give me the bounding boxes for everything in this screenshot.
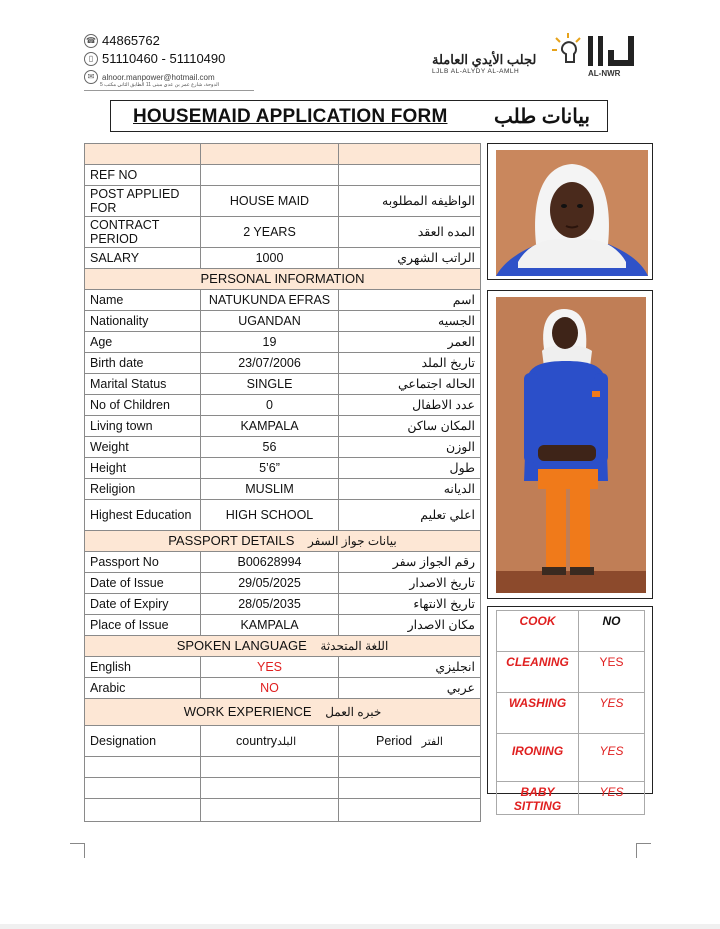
skill-value: YES xyxy=(579,652,645,693)
field-label-arabic: المده العقد xyxy=(339,217,481,248)
field-label: Marital Status xyxy=(85,374,201,395)
field-label-arabic: رقم الجواز سفر xyxy=(339,552,481,573)
field-label: Arabic xyxy=(85,678,201,699)
field-label: Name xyxy=(85,290,201,311)
table-row xyxy=(85,657,481,678)
table-header-row xyxy=(85,144,481,165)
section-heading-arabic: بيانات جواز السفر xyxy=(308,534,397,548)
field-value: 23/07/2006 xyxy=(201,353,339,374)
section-heading: SPOKEN LANGUAGE xyxy=(176,638,307,653)
field-label: Weight xyxy=(85,437,201,458)
field-label-arabic: اعلي تعليم xyxy=(339,500,481,531)
crop-mark-left xyxy=(70,843,85,858)
column-country-arabic: البلد xyxy=(277,735,297,748)
mail-icon: ✉ xyxy=(84,70,98,84)
table-row xyxy=(85,311,481,332)
skill-value: YES xyxy=(579,693,645,734)
field-label: REF NO xyxy=(85,165,201,186)
form-title: HOUSEMAID APPLICATION FORM xyxy=(133,106,448,127)
field-label-arabic: الحاله اجتماعي xyxy=(339,374,481,395)
headshot-image xyxy=(488,144,652,279)
field-label: Age xyxy=(85,332,201,353)
skill-row xyxy=(497,782,645,815)
table-row xyxy=(85,353,481,374)
full-body-image xyxy=(488,291,652,598)
email-text: alnoor.manpower@hotmail.com xyxy=(102,72,215,82)
phone-icon: ☎ xyxy=(84,34,98,48)
company-logo-icon xyxy=(552,32,640,72)
field-value: 1000 xyxy=(201,248,339,269)
field-value: SINGLE xyxy=(201,374,339,395)
skill-row xyxy=(497,652,645,693)
address-text: الدوحة، شارع عمر بن عدي مبنى 11 الطابق الثاني مكتب 5 xyxy=(100,82,220,88)
field-value: YES xyxy=(201,657,339,678)
field-label: Date of Expiry xyxy=(85,594,201,615)
field-label: No of Children xyxy=(85,395,201,416)
skill-row xyxy=(497,734,645,782)
section-heading: WORK EXPERIENCE xyxy=(183,704,312,719)
field-label-arabic: الوزن xyxy=(339,437,481,458)
section-language xyxy=(85,636,481,657)
table-row xyxy=(85,615,481,636)
field-value: 56 xyxy=(201,437,339,458)
field-value: 19 xyxy=(201,332,339,353)
table-row xyxy=(85,573,481,594)
field-label-arabic: الراتب الشهري xyxy=(339,248,481,269)
section-heading-arabic: اللغة المتحدثة xyxy=(320,639,389,653)
field-label: Birth date xyxy=(85,353,201,374)
column-period: Period xyxy=(376,733,413,748)
column-period-cell xyxy=(339,726,481,757)
skills-table xyxy=(496,610,645,815)
field-label-arabic: تاريخ الاصدار xyxy=(339,573,481,594)
section-heading-cell xyxy=(85,699,481,726)
field-label: CONTRACT PERIOD xyxy=(85,217,201,248)
field-label-arabic: الواظيفه المطلوبه xyxy=(339,186,481,217)
column-period-arabic: الفتر xyxy=(421,735,443,748)
skill-name: COOK xyxy=(497,611,579,652)
table-row xyxy=(85,416,481,437)
application-table xyxy=(84,143,481,822)
table-row xyxy=(85,217,481,248)
field-label-arabic xyxy=(339,165,481,186)
section-heading-cell xyxy=(85,636,481,657)
table-row xyxy=(85,374,481,395)
field-value: HIGH SCHOOL xyxy=(201,500,339,531)
table-row xyxy=(85,248,481,269)
field-value: MUSLIM xyxy=(201,479,339,500)
field-label-arabic: المكان ساكن xyxy=(339,416,481,437)
field-label-arabic: اسم xyxy=(339,290,481,311)
experience-header-row xyxy=(85,726,481,757)
table-row xyxy=(85,290,481,311)
skill-name: WASHING xyxy=(497,693,579,734)
table-row xyxy=(85,552,481,573)
skill-name: BABY SITTING xyxy=(497,782,579,815)
field-label: Religion xyxy=(85,479,201,500)
field-label: Highest Education xyxy=(85,500,201,531)
table-row xyxy=(85,332,481,353)
field-label-arabic: انجليزي xyxy=(339,657,481,678)
field-label: Passport No xyxy=(85,552,201,573)
table-row xyxy=(85,186,481,217)
field-value: HOUSE MAID xyxy=(201,186,339,217)
field-value: 0 xyxy=(201,395,339,416)
field-label-arabic: عدد الاطفال xyxy=(339,395,481,416)
field-value xyxy=(201,165,339,186)
section-passport xyxy=(85,531,481,552)
phone-2-text: 51110460 - 51110490 xyxy=(102,51,226,66)
section-personal xyxy=(85,269,481,290)
page-bottom-edge xyxy=(0,924,720,929)
field-label-arabic: الجسيه xyxy=(339,311,481,332)
table-row xyxy=(85,678,481,699)
field-value: 28/05/2035 xyxy=(201,594,339,615)
phone-line-2 xyxy=(84,51,225,66)
field-label-arabic: طول xyxy=(339,458,481,479)
field-value: NO xyxy=(201,678,339,699)
field-label-arabic: العمر xyxy=(339,332,481,353)
skill-name: IRONING xyxy=(497,734,579,782)
skill-row xyxy=(497,611,645,652)
table-row xyxy=(85,500,481,531)
field-value: KAMPALA xyxy=(201,416,339,437)
header-divider-left xyxy=(84,90,254,91)
field-value: 2 YEARS xyxy=(201,217,339,248)
section-experience xyxy=(85,699,481,726)
table-row xyxy=(85,778,481,799)
table-row xyxy=(85,165,481,186)
column-designation: Designation xyxy=(85,726,201,757)
logo-mark-text: AL-NWR xyxy=(588,69,621,78)
field-label-arabic: مكان الاصدار xyxy=(339,615,481,636)
field-value: B00628994 xyxy=(201,552,339,573)
phone-line-1 xyxy=(84,33,160,48)
field-label: POST APPLIED FOR xyxy=(85,186,201,217)
section-heading: PASSPORT DETAILS xyxy=(168,533,295,548)
table-row xyxy=(85,458,481,479)
field-label-arabic: تاريخ الملد xyxy=(339,353,481,374)
logo-arabic-text: لجلب الأيدي العاملة xyxy=(432,52,537,67)
skill-row xyxy=(497,693,645,734)
field-label-arabic: الديانه xyxy=(339,479,481,500)
field-label: Date of Issue xyxy=(85,573,201,594)
skill-value: YES xyxy=(579,734,645,782)
field-value: 29/05/2025 xyxy=(201,573,339,594)
column-country-cell xyxy=(201,726,339,757)
form-title-arabic: بيانات طلب xyxy=(494,106,590,128)
skill-name: CLEANING xyxy=(497,652,579,693)
field-value: UGANDAN xyxy=(201,311,339,332)
skill-value: YES xyxy=(579,782,645,815)
headshot-photo xyxy=(487,143,653,280)
skill-value: NO xyxy=(579,611,645,652)
field-label: English xyxy=(85,657,201,678)
section-heading-cell xyxy=(85,531,481,552)
field-label: Living town xyxy=(85,416,201,437)
phone-1-text: 44865762 xyxy=(102,33,160,48)
table-row xyxy=(85,594,481,615)
field-label-arabic: عربي xyxy=(339,678,481,699)
field-label-arabic: تاريخ الانتهاء xyxy=(339,594,481,615)
table-row xyxy=(85,437,481,458)
table-row xyxy=(85,799,481,822)
table-row xyxy=(85,479,481,500)
field-value: NATUKUNDA EFRAS xyxy=(201,290,339,311)
full-body-photo xyxy=(487,290,653,599)
field-label: Place of Issue xyxy=(85,615,201,636)
table-row xyxy=(85,757,481,778)
field-label: Height xyxy=(85,458,201,479)
section-heading: PERSONAL INFORMATION xyxy=(85,269,481,290)
field-label: SALARY xyxy=(85,248,201,269)
column-country: country xyxy=(236,733,277,748)
section-heading-arabic: خبره العمل xyxy=(325,705,382,719)
logo-english-text: LJLB AL-ALYDY AL-AMLH xyxy=(432,68,520,75)
crop-mark-right xyxy=(636,843,651,858)
field-value: 5’6” xyxy=(201,458,339,479)
table-row xyxy=(85,395,481,416)
field-label: Nationality xyxy=(85,311,201,332)
mobile-icon: ▯ xyxy=(84,52,98,66)
field-value: KAMPALA xyxy=(201,615,339,636)
